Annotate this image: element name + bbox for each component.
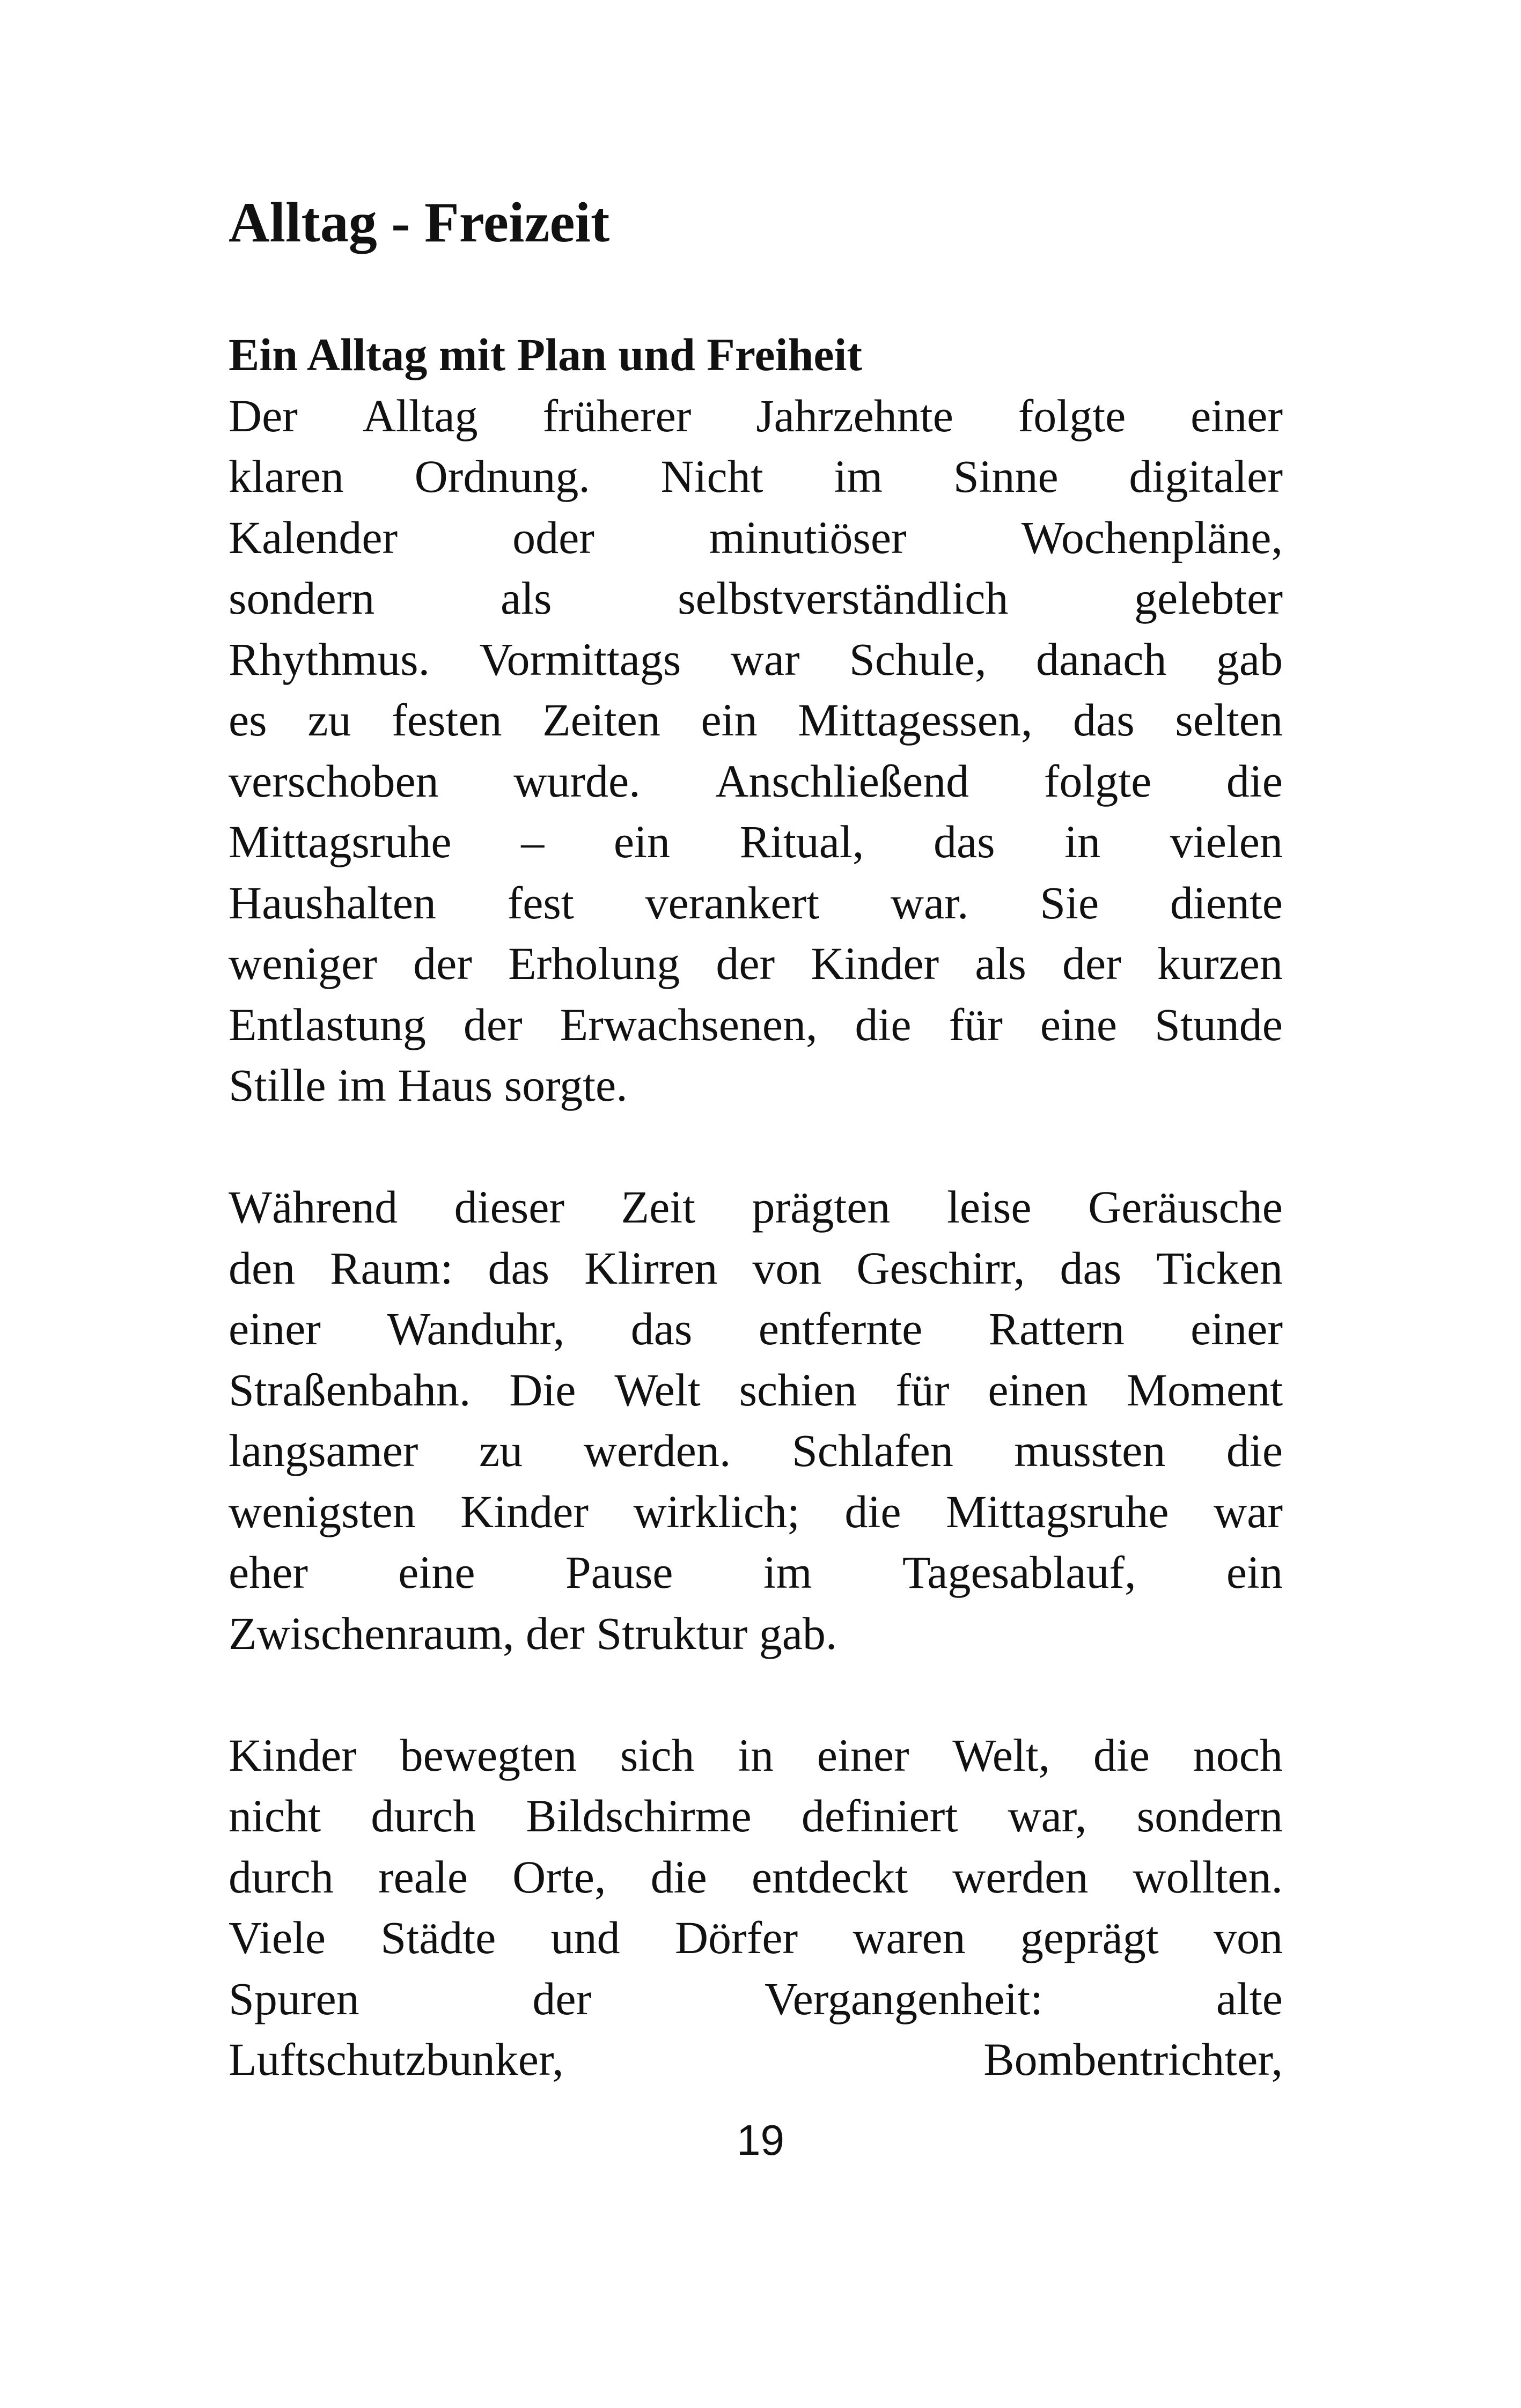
text-line: durch reale Orte, die entdeckt werden wollten. (229, 1851, 1283, 1903)
text-line: weniger der Erholung der Kinder als der kurzen (229, 938, 1283, 989)
paragraph (229, 1177, 1283, 1664)
text-line: klaren Ordnung. Nicht im Sinne digitaler (229, 451, 1283, 502)
paragraph-spacer (229, 1664, 1283, 1725)
text-line: eher eine Pause im Tagesablauf, ein (229, 1547, 1283, 1598)
text-line: Entlastung der Erwachsenen, die für eine Stunde (229, 998, 1283, 1050)
text-line: Kinder bewegten sich in einer Welt, die noch (229, 1729, 1283, 1781)
chapter-title: Alltag - Freizeit (229, 191, 610, 254)
text-line: Zwischenraum, der Struktur gab. (229, 1607, 837, 1659)
text-line: den Raum: das Klirren von Geschirr, das Ticken (229, 1242, 1283, 1294)
text-line: Kalender oder minutiöser Wochenpläne, (229, 511, 1283, 563)
section-heading: Ein Alltag mit Plan und Freiheit (229, 329, 863, 380)
text-line: Spuren der Vergangenheit: alte (229, 1972, 1283, 2024)
text-line: Während dieser Zeit prägten leise Geräusche (229, 1181, 1283, 1233)
paragraph-spacer (229, 1116, 1283, 1177)
body-text (229, 325, 1283, 2090)
text-line: Viele Städte und Dörfer waren geprägt von (229, 1912, 1283, 1963)
text-line: Haushalten fest verankert war. Sie diente (229, 877, 1283, 929)
page-number: 19 (737, 2116, 784, 2164)
text-line: es zu festen Zeiten ein Mittagessen, das selten (229, 694, 1283, 746)
text-line: Mittagsruhe – ein Ritual, das in vielen (229, 816, 1283, 867)
text-line: sondern als selbstverständlich gelebter (229, 572, 1283, 624)
text-line: Luftschutzbunker, Bombentrichter, (229, 2034, 1283, 2085)
paragraph (229, 386, 1283, 1116)
text-line: Straßenbahn. Die Welt schien für einen Moment (229, 1364, 1283, 1416)
text-line: langsamer zu werden. Schlafen mussten die (229, 1425, 1283, 1476)
text-line: wenigsten Kinder wirklich; die Mittagsruhe war (229, 1485, 1283, 1537)
text-line: nicht durch Bildschirme definiert war, sondern (229, 1790, 1283, 1842)
paragraph (229, 1725, 1283, 2090)
text-line: Rhythmus. Vormittags war Schule, danach gab (229, 633, 1283, 685)
text-line: Stille im Haus sorgte. (229, 1059, 628, 1111)
text-line: einer Wanduhr, das entfernte Rattern einer (229, 1303, 1283, 1354)
text-line: Der Alltag früherer Jahrzehnte folgte einer (229, 389, 1283, 441)
text-line: verschoben wurde. Anschließend folgte die (229, 755, 1283, 807)
